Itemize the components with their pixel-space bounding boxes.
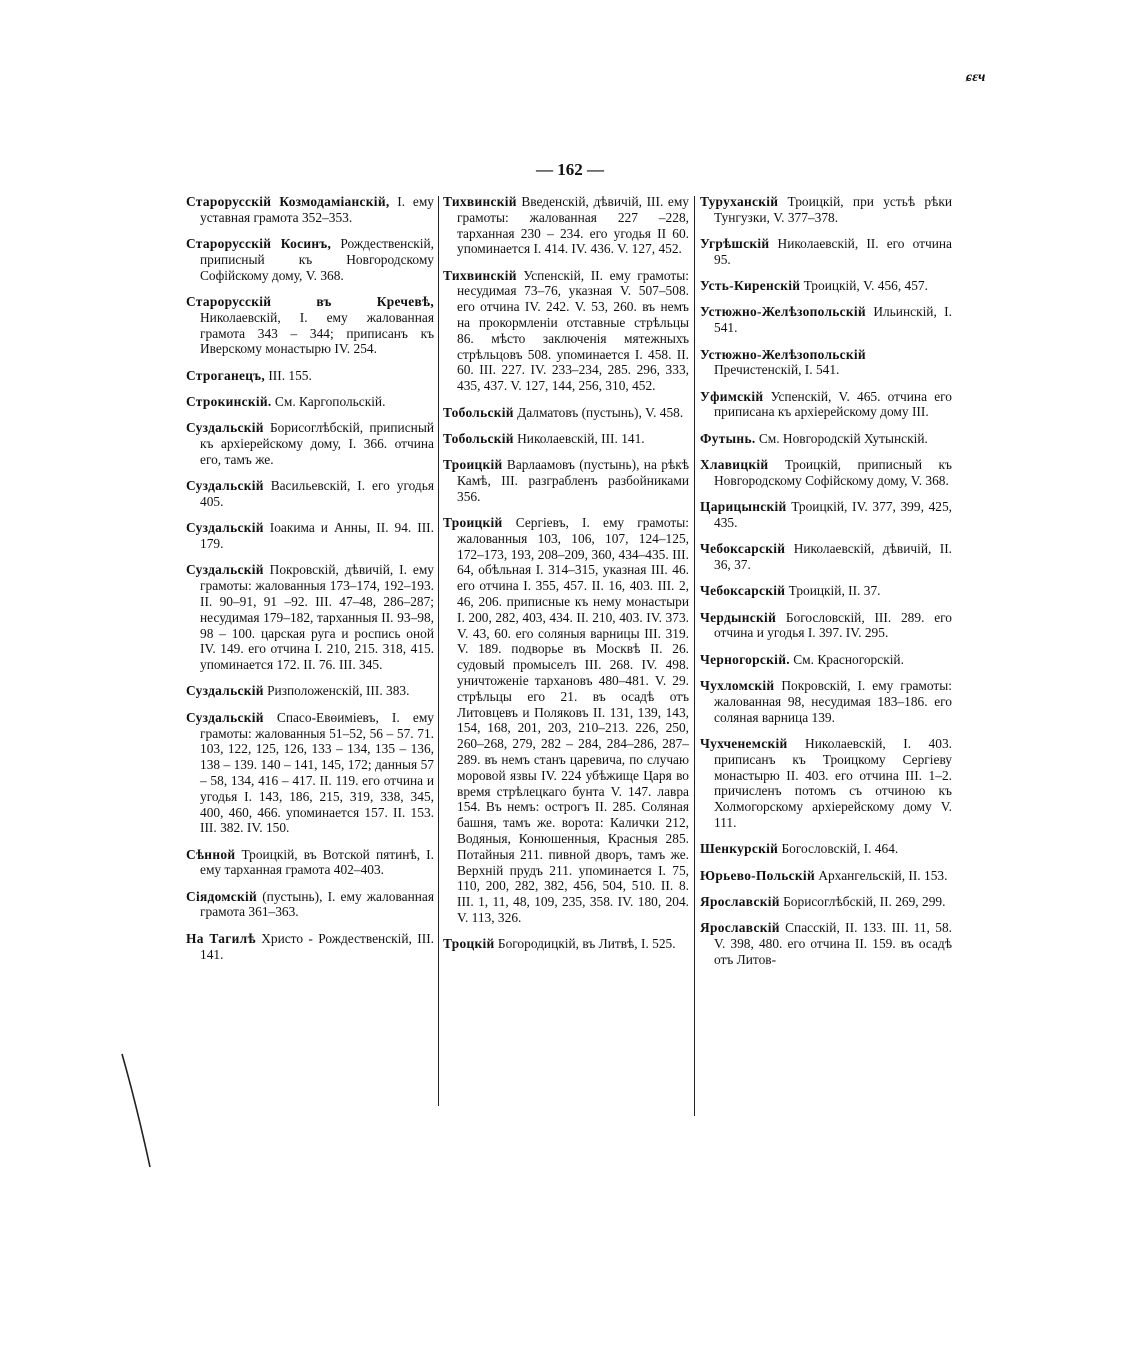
index-entry xyxy=(700,541,952,573)
entry-heading: Усть-Киренскій xyxy=(700,278,801,294)
entry-text: Троицкій, IV. 377, 399, 425, 435. xyxy=(714,499,952,530)
entry-text: Васильевскій, I. его угодья 405. xyxy=(200,478,434,509)
entry-heading: Ярославскій xyxy=(700,893,780,909)
entry-heading: Троцкій xyxy=(443,936,495,952)
index-entry xyxy=(700,389,952,421)
entry-heading: Тобольскій xyxy=(443,430,514,446)
entry-heading: Суздальскій xyxy=(186,420,264,436)
entry-heading: Чебоксарскій xyxy=(700,541,786,557)
index-entry xyxy=(443,194,689,257)
entry-text: Введенскій, дѣвичій, III. ему грамоты: жалованная 227 –228, тарханная 230 – 234. его угодья II 60. упоминается I. 414. IV. 436. V. 127, 452. xyxy=(457,194,689,257)
margin-pen-stroke xyxy=(120,1052,160,1172)
entry-heading: Тихвинскій xyxy=(443,194,517,209)
entry-heading: Старорусскій въ Кречевѣ, xyxy=(186,293,434,309)
index-entry xyxy=(700,583,952,599)
entry-text: Іоакима и Анны, II. 94. III. 179. xyxy=(200,520,434,552)
entry-heading: Суздальскій xyxy=(186,683,264,699)
index-entry xyxy=(700,736,952,831)
entry-heading: Троицкій xyxy=(443,515,503,531)
entry-text: Богородицкій, въ Литвѣ, I. 525. xyxy=(494,936,676,952)
entry-heading: Чухломскій xyxy=(700,678,775,694)
index-entry xyxy=(700,652,952,668)
entry-heading: Устюжно-Желѣзопольскій xyxy=(700,346,866,362)
entry-text: Далматовъ (пустынь), V. 458. xyxy=(513,404,684,420)
entry-text: Троицкій, приписный къ Новгородскому Софійскому дому, V. 368. xyxy=(714,457,952,488)
index-entry xyxy=(700,236,952,268)
entry-text: Пречистенскій, I. 541. xyxy=(714,362,840,378)
index-entry xyxy=(700,920,952,967)
index-entry xyxy=(186,236,434,283)
entry-heading: Юрьево-Польскій xyxy=(700,867,815,883)
entry-heading: Суздальскій xyxy=(186,478,264,494)
entry-text: Николаевскій, I. ему жалованная грамота 343 – 344; приписанъ къ Иверскому монастырю IV. 254. xyxy=(200,309,434,357)
corner-mark: ɕɛч xyxy=(966,70,986,85)
column-rule xyxy=(438,196,439,1106)
index-entry xyxy=(186,683,434,699)
entry-text: Варлаамовъ (пустынь), на рѣкѣ Камѣ, III. разграбленъ разбойниками 356. xyxy=(457,457,689,504)
entry-text: См. Каргопольскій. xyxy=(271,393,386,409)
entry-heading: Устюжно-Желѣзопольскій xyxy=(700,304,866,320)
entry-text: Троицкій, при устьѣ рѣки Тунгузки, V. 377–378. xyxy=(714,194,952,225)
index-column-2 xyxy=(443,194,689,963)
index-entry xyxy=(443,431,689,447)
index-entry xyxy=(186,368,434,384)
index-entry xyxy=(700,431,952,447)
entry-heading: Сѣнной xyxy=(186,846,236,862)
entry-text: См. Новгородскій Хутынскій. xyxy=(755,430,928,446)
entry-text: III. 155. xyxy=(264,367,312,383)
entry-text: Троицкій, въ Вотской пятинѣ, I. ему тарханная грамота 402–403. xyxy=(200,846,434,878)
entry-heading: Старорусскій Козмодаміанскій, xyxy=(186,194,390,209)
entry-text: Николаевскій, II. его отчина 95. xyxy=(714,236,952,267)
entry-text: Успенскій, V. 465. отчина его приписана къ архіерейскому дому III. xyxy=(714,388,952,420)
entry-heading: Хлавицкій xyxy=(700,457,769,473)
entry-text: Ризположенскій, III. 383. xyxy=(263,683,410,699)
entry-heading: Суздальскій xyxy=(186,709,264,725)
entry-heading: Ярославскій xyxy=(700,920,780,936)
entry-text: Покровскій, дѣвичій, I. ему грамоты: жалованныя 173–174, 192–193. II. 90–91, 91 –92. III. 47–48, 286–287; несудимая 179–182, тарханныя II. 93–98, 98 – 100. царская руга и роспись оной IV. 149. его отчина I. 210, 215. 318, 415. упоминается 172. II. 76. III. 345. xyxy=(200,562,434,673)
entry-heading: Суздальскій xyxy=(186,562,264,578)
entry-text: Богословскій, I. 464. xyxy=(778,841,899,857)
entry-heading: Тобольскій xyxy=(443,404,514,420)
index-column-3 xyxy=(700,194,952,978)
index-entry xyxy=(186,520,434,552)
entry-heading: Футынь. xyxy=(700,430,756,446)
column-rule xyxy=(694,196,695,1116)
index-entry xyxy=(700,678,952,725)
entry-text: Покровскій, I. ему грамоты: жалованная 98, несудимая 183–186. его соляная варница 139. xyxy=(714,678,952,725)
index-column-1 xyxy=(186,194,434,973)
entry-heading: Строганецъ, xyxy=(186,367,265,383)
index-entry xyxy=(186,478,434,510)
index-entry xyxy=(186,931,434,963)
entry-heading: Царицынскій xyxy=(700,499,787,515)
index-entry xyxy=(186,710,434,836)
index-entry xyxy=(700,610,952,642)
index-entry xyxy=(700,347,952,379)
entry-text: Архангельскій, II. 153. xyxy=(814,867,948,883)
index-entry xyxy=(443,515,689,926)
entry-text: Борисоглѣбскій, II. 269, 299. xyxy=(779,893,946,909)
entry-text: I. ему уставная грамота 352–353. xyxy=(200,194,434,225)
entry-heading: Чухченемскій xyxy=(700,735,788,751)
index-entry xyxy=(700,457,952,489)
index-entry xyxy=(443,268,689,394)
index-entry xyxy=(700,304,952,336)
index-entry xyxy=(186,847,434,879)
index-entry xyxy=(186,394,434,410)
page-number: — 162 — xyxy=(536,160,604,179)
entry-heading: Старорусскій Косинъ, xyxy=(186,236,332,252)
entry-text: Богословскій, III. 289. его отчина и угодья I. 397. IV. 295. xyxy=(714,609,952,641)
entry-text: Николаевскій, III. 141. xyxy=(513,430,645,446)
index-entry xyxy=(443,457,689,504)
index-entry xyxy=(443,405,689,421)
entry-text: Рождественскій, приписный къ Новгородскому Софійскому дому, V. 368. xyxy=(200,236,434,283)
entry-heading: Туруханскій xyxy=(700,194,779,209)
entry-heading: Строкинскій. xyxy=(186,393,272,409)
index-entry xyxy=(186,194,434,226)
entry-text: Сергіевъ, I. ему грамоты: жалованныя 103, 106, 107, 124–125, 172–173, 193, 208–209, 360, 434–435. III. 64, обѣльная I. 314–315, указная III. 46. его отчина I. 355, 457. II. 16, 403. III. 2, 46, 206. приписные къ нему монастыри I. 200, 282, 403, 434. II. 210, 403. IV. 373. V. 43, 60. его соляныя варницы III. 319. V. 189. подворье въ Москвѣ II. 26. судовый промыселъ III. 268. IV. 498. уничтоженіе тархановъ 480–481. V. 29. стрѣльцы его 21. въ осадѣ отъ Литовцевъ и Поляковъ II. 131, 139, 143, 154, 168, 201, 203, 210–213. 226, 250, 260–268, 279, 282 – 284, 284–286, 287–289. въ немъ станъ царевича, по случаю моровой язвы IV. 224 убѣжище Царя во время стрѣлецкаго бунта V. 147. лавра 154. Въ немъ: острогъ II. 285. Соляная башня, тамъ же. ворота: Калички 212, Водяныя, Конюшенныя, Красныя 285. Потайныя 211. пивной дворъ, тамъ же. Верхній прудъ 211. упоминается I. 75, 110, 200, 282, 382, 456, 504, 510. II. 8. III. 1, 11, 48, 109, 235, 358. IV. 180, 204. V. 113, 326. xyxy=(457,515,689,925)
index-entry xyxy=(186,420,434,467)
entry-text: См. Красногорскій. xyxy=(789,651,904,667)
index-entry xyxy=(443,936,689,952)
index-entry xyxy=(700,894,952,910)
entry-text: Спасскій, II. 133. III. 11, 58. V. 398, 480. его отчина II. 159. въ осадѣ отъ Литов- xyxy=(714,920,952,967)
index-entry xyxy=(700,499,952,531)
index-entry xyxy=(700,194,952,226)
entry-heading: Тихвинскій xyxy=(443,267,517,283)
entry-heading: Сіядомскій xyxy=(186,888,258,904)
entry-heading: Угрѣшскій xyxy=(700,236,770,252)
entry-heading: Троицкій xyxy=(443,457,503,473)
index-entry xyxy=(700,841,952,857)
entry-text: Николаевскій, I. 403. приписанъ къ Троицкому Сергіеву монастырю II. 403. его отчина III. 1–2. причисленъ потомъ съ отчиною къ Холмогорскому архіерейскому дому V. 111. xyxy=(714,735,952,830)
entry-text: (пустынь), I. ему жалованная грамота 361–363. xyxy=(200,888,434,920)
index-entry xyxy=(186,294,434,357)
index-entry xyxy=(186,889,434,921)
entry-heading: Чебоксарскій xyxy=(700,583,786,599)
entry-heading: Уфимскій xyxy=(700,388,764,404)
entry-heading: Чердынскій xyxy=(700,609,777,625)
entry-heading: На Тагилѣ xyxy=(186,930,256,946)
entry-text: Троицкій, V. 456, 457. xyxy=(800,278,928,294)
index-entry xyxy=(700,278,952,294)
entry-heading: Суздальскій xyxy=(186,520,264,536)
entry-heading: Черногорскій. xyxy=(700,651,790,667)
index-entry xyxy=(186,562,434,673)
entry-text: Ильинскій, I. 541. xyxy=(714,304,952,336)
entry-heading: Шенкурскій xyxy=(700,841,779,857)
entry-text: Николаевскій, дѣвичій, II. 36, 37. xyxy=(714,541,952,573)
entry-text: Христо - Рождественскій, III. 141. xyxy=(200,930,434,962)
entry-text: Борисоглѣбскій, приписный къ архіерейскому дому, I. 366. отчина его, тамъ же. xyxy=(200,420,434,467)
index-entry xyxy=(700,868,952,884)
entry-text: Спасо-Евѳиміевъ, I. ему грамоты: жалованныя 51–52, 56 – 57. 71. 103, 122, 125, 126, 133 – 134, 135 – 136, 138 – 139. 140 – 141, 145, 172; данныя 57 – 58, 134, 416 – 417. II. 119. его отчина и угодья I. 143, 186, 215, 319, 338, 345, 400, 460, 466. упоминается 157. II. 153. III. 382. IV. 150. xyxy=(200,709,434,836)
entry-text: Троицкій, II. 37. xyxy=(785,583,881,599)
entry-text: Успенскій, II. ему грамоты: несудимая 73–76, указная V. 507–508. его отчина IV. 242. V. 53, 260. въ немъ на прокормленіи отставные стрѣльцы 86. мѣсто заключенія мятежныхъ стрѣльцовъ 508. упоминается I. 458. II. 60. III. 227. IV. 233–234, 285. 296, 333, 435, 437. V. 127, 144, 256, 310, 452. xyxy=(457,267,689,394)
